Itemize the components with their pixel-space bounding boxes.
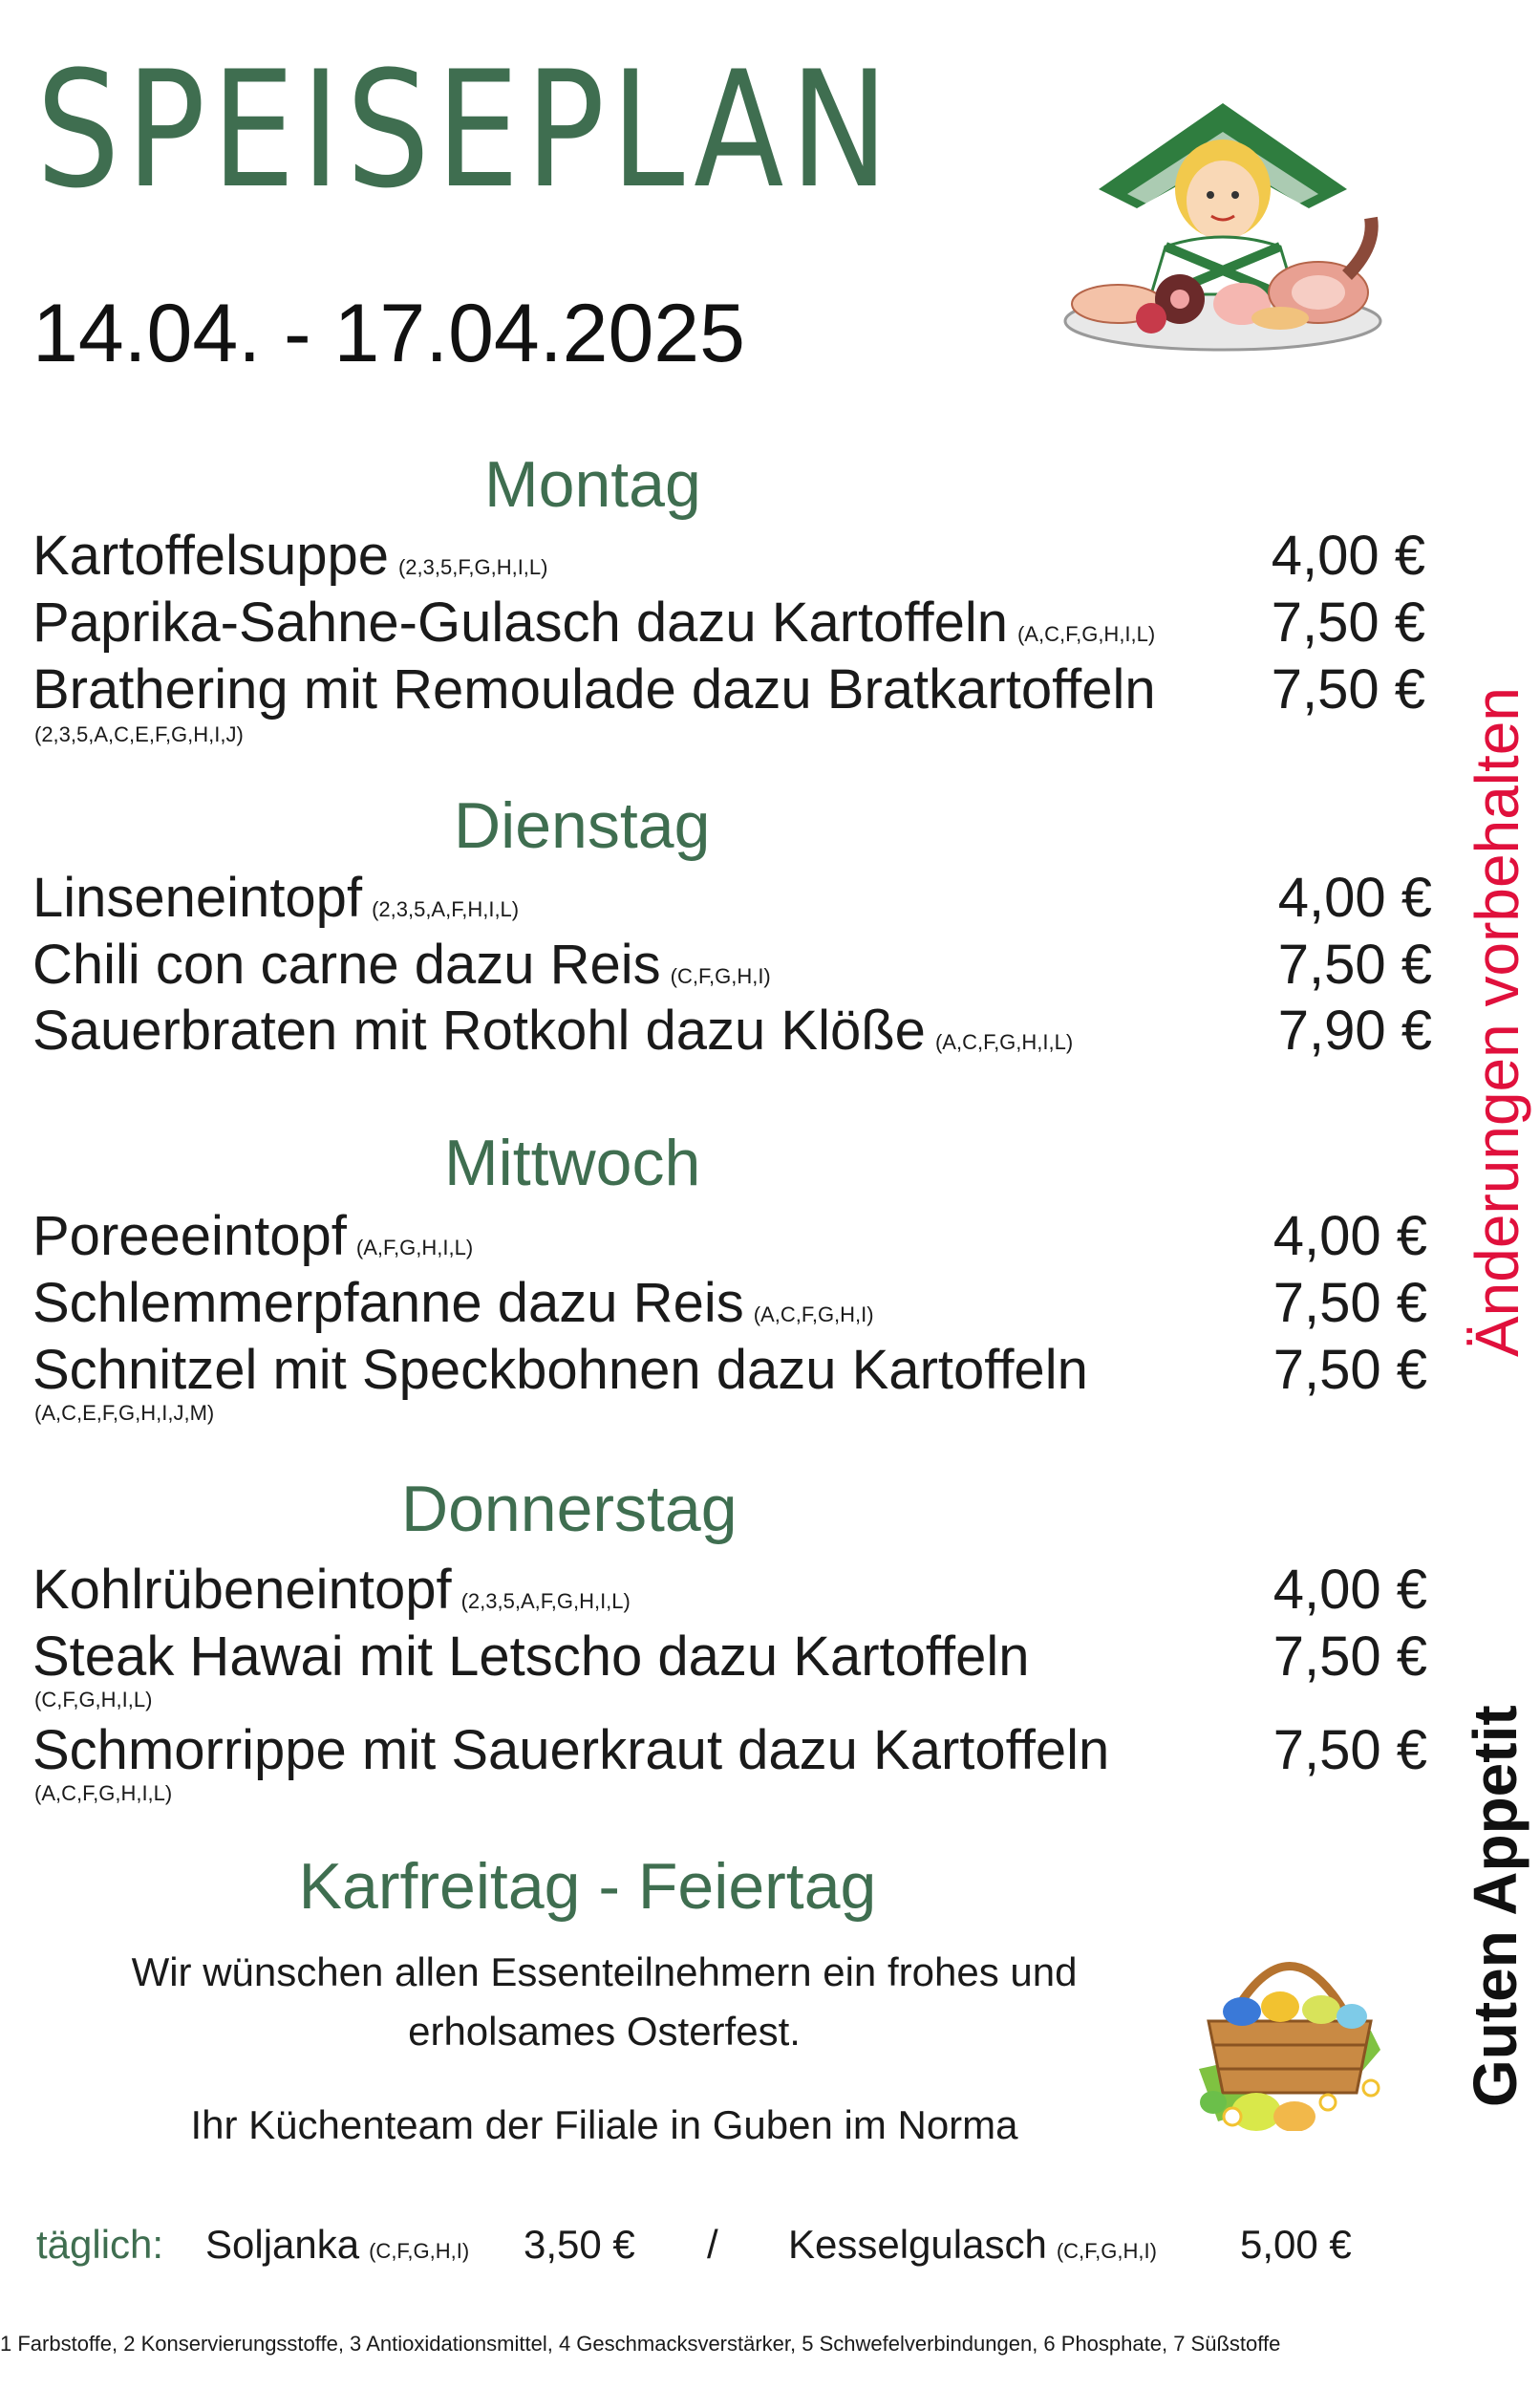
guten-appetit-text: Guten Appetit [1461, 1705, 1529, 2107]
menu-item: Kohlrübeneintopf (2,3,5,A,F,G,H,I,L) [32, 1559, 631, 1621]
menu-item: Poreeeintopf (A,F,G,H,I,L) [32, 1205, 474, 1267]
menu-price: 7,90 € [1277, 1000, 1432, 1062]
day-heading-donnerstag: Donnerstag [401, 1473, 738, 1545]
daily-price-soljanka: 3,50 € [524, 2222, 635, 2267]
holiday-heading: Karfreitag - Feiertag [298, 1850, 877, 1923]
easter-basket-icon [1180, 1926, 1400, 2131]
menu-price: 7,50 € [1273, 1625, 1427, 1688]
menu-price: 4,00 € [1277, 867, 1432, 929]
menu-item: Schmorrippe mit Sauerkraut dazu Kartoffeln [32, 1719, 1110, 1781]
menu-price: 7,50 € [1273, 1719, 1427, 1781]
day-heading-mittwoch: Mittwoch [444, 1127, 701, 1199]
menu-price: 4,00 € [1271, 525, 1425, 587]
additives-legend: 1 Farbstoffe, 2 Konservierungsstoffe, 3 Antioxidationsmittel, 4 Geschmacksverstärker, 5 Schwefelverbindungen, 6 Phosphate, 7 Süßstoffe [0, 2332, 1281, 2356]
menu-price: 4,00 € [1273, 1559, 1427, 1621]
page-title: SPEISEPLAN [36, 36, 895, 224]
daily-label: täglich: [36, 2222, 164, 2267]
daily-item-kesselgulasch: Kesselgulasch (C,F,G,H,I) [788, 2222, 1157, 2267]
daily-item-soljanka: Soljanka (C,F,G,H,I) [205, 2222, 470, 2267]
menu-item: Schlemmerpfanne dazu Reis (A,C,F,G,H,I) [32, 1272, 874, 1334]
kitchen-team-signature: Ihr Küchenteam der Filiale in Guben im Norma [190, 2102, 1018, 2147]
daily-price-kesselgulasch: 5,00 € [1240, 2222, 1352, 2267]
easter-message-line2: erholsames Osterfest. [408, 2009, 801, 2054]
menu-item: Paprika-Sahne-Gulasch dazu Kartoffeln (A,C,F,G,H,I,L) [32, 592, 1156, 654]
butcher-girl-with-meat-platter-icon [1060, 103, 1385, 361]
menu-item: Schnitzel mit Speckbohnen dazu Kartoffeln [32, 1339, 1088, 1401]
menu-item: Chili con carne dazu Reis (C,F,G,H,I) [32, 934, 771, 996]
menu-price: 7,50 € [1277, 934, 1432, 996]
menu-allergens: (A,C,F,G,H,I,L) [34, 1781, 173, 1805]
date-range: 14.04. - 17.04.2025 [32, 288, 745, 379]
menu-price: 7,50 € [1273, 1339, 1427, 1401]
menu-allergens: (A,C,E,F,G,H,I,J,M) [34, 1401, 215, 1425]
daily-separator: / [707, 2222, 718, 2267]
menu-item: Steak Hawai mit Letscho dazu Kartoffeln [32, 1625, 1030, 1688]
changes-reserved-notice: Änderungen vorbehalten [1463, 687, 1531, 1357]
menu-item: Linseneintopf (2,3,5,A,F,H,I,L) [32, 867, 520, 929]
menu-price: 7,50 € [1271, 592, 1425, 654]
day-heading-dienstag: Dienstag [454, 789, 711, 862]
menu-item: Sauerbraten mit Rotkohl dazu Klöße (A,C,F,G,H,I,L) [32, 1000, 1074, 1062]
day-heading-montag: Montag [484, 448, 701, 521]
menu-allergens: (C,F,G,H,I,L) [34, 1688, 153, 1711]
menu-price: 7,50 € [1271, 658, 1425, 721]
menu-price: 4,00 € [1273, 1205, 1427, 1267]
menu-allergens: (2,3,5,A,C,E,F,G,H,I,J) [34, 722, 244, 746]
menu-price: 7,50 € [1273, 1272, 1427, 1334]
menu-item: Kartoffelsuppe (2,3,5,F,G,H,I,L) [32, 525, 548, 587]
easter-message-line1: Wir wünschen allen Essenteilnehmern ein frohes und [131, 1949, 1078, 1994]
menu-item: Brathering mit Remoulade dazu Bratkartoffeln [32, 658, 1156, 721]
